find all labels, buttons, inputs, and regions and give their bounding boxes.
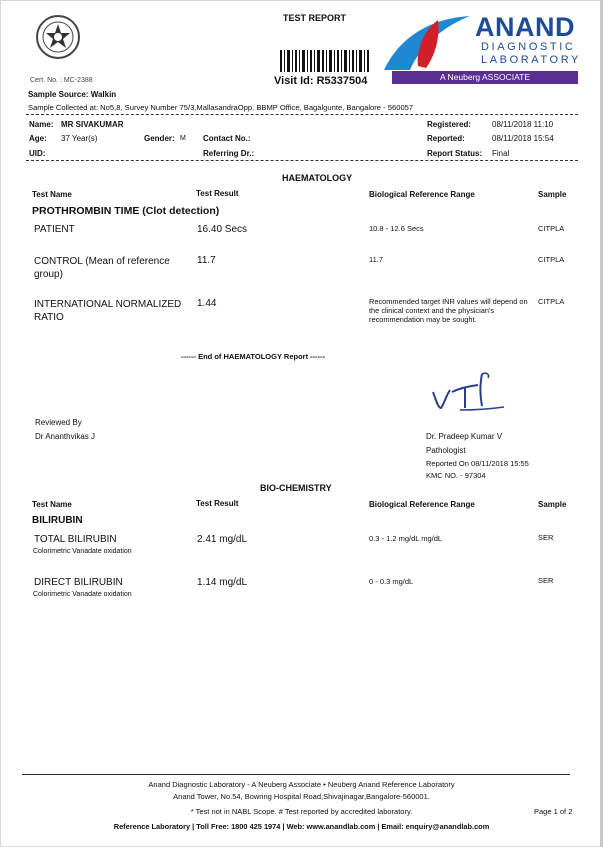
logo-drop-icon [382,14,472,72]
test-name: TOTAL BILIRUBIN [34,534,117,545]
patient-name: MR SIVAKUMAR [61,120,124,129]
age-value: 37 Year(s) [61,134,98,143]
test-method: Colorimetric Vanadate oxidation [33,591,132,598]
test-name: PATIENT [34,224,75,235]
divider [26,160,578,161]
gender-label: Gender: [144,134,175,143]
registered-value: 08/11/2018 11:10 [492,120,554,129]
col-reference-range: Biological Reference Range [369,500,475,509]
sample-source: Sample Source: Walkin [28,90,117,99]
reported-label: Reported: [427,134,465,143]
status-label: Report Status: [427,149,483,158]
footer-divider [22,774,570,775]
barcode [280,50,370,72]
test-name: CONTROL (Mean of reference group) [34,256,170,280]
reference-range: 11.7 [369,255,384,264]
footer-line-2: Anand Tower, No.54, Bowring Hospital Road,Shivajinagar,Bangalore-560001. [173,792,430,801]
test-result: 11.7 [197,255,216,266]
nabl-seal-icon [35,14,81,60]
reference-range: 0.3 - 1.2 mg/dL mg/dL [369,534,443,543]
logo-line-diagnostic: DIAGNOSTIC [481,41,576,53]
anand-logo [382,12,581,86]
sample-type: CITPLA [538,255,565,264]
reference-range: 0 - 0.3 mg/dL [369,577,414,586]
reviewed-by-label: Reviewed By [35,418,82,427]
sample-type: CITPLA [538,297,565,306]
footer-line-1: Anand Diagnostic Laboratory - A Neuberg Associate • Neuberg Anand Reference Laboratory [148,780,455,789]
page-number: Page 1 of 2 [534,807,573,816]
test-name: DIRECT BILIRUBIN [34,577,123,588]
sample-type: SER [538,533,554,542]
reviewer-name: Dr Ananthvikas J [35,432,96,441]
biochemistry-title: BIO-CHEMISTRY [260,483,332,493]
registered-label: Registered: [427,120,472,129]
kmc-number: KMC NO. - 97304 [426,471,486,480]
logo-tagline: A Neuberg ASSOCIATE [392,71,578,84]
uid-label: UID: [29,149,46,158]
sample-type: CITPLA [538,224,565,233]
pathologist-signature [430,370,510,416]
footer-contact-line: Reference Laboratory | Toll Free: 1800 425 1974 | Web: www.anandlab.com | Email: enquiry@anandlab.com [113,822,490,831]
col-test-result: Test Result [196,189,239,198]
col-test-name: Test Name [32,190,72,199]
test-group-title: PROTHROMBIN TIME (Clot detection) [32,205,220,217]
test-result: 1.44 [197,298,217,309]
reported-value: 08/11/2018 15:54 [492,134,554,143]
pathologist-name: Dr. Pradeep Kumar V [426,432,503,441]
reported-on: Reported On 08/11/2018 15:55 [426,459,529,468]
test-result: 2.41 mg/dL [197,534,248,545]
pathologist-role: Pathologist [426,446,466,455]
footer-line-3: * Test not in NABL Scope. # Test reported by accredited laboratory. [190,807,413,816]
logo-line-laboratory: LABORATORY [481,54,581,66]
sample-collected: Sample Collected at: No5,8, Survey Number 75/3,MallasandraOpp. BBMP Office, Bagalgunte, Bangalore - 560057 [28,103,414,112]
col-test-name: Test Name [32,500,72,509]
logo-name: ANAND [475,12,575,42]
report-title: TEST REPORT [283,13,347,23]
name-label: Name: [29,120,54,129]
visit-id: Visit Id: R5337504 [274,75,368,87]
col-reference-range: Biological Reference Range [369,190,475,199]
haematology-title: HAEMATOLOGY [282,173,353,183]
cert-number: Cert. No. : MC-2388 [30,77,93,84]
sample-type: SER [538,576,554,585]
divider [26,114,578,115]
status-value: Final [492,149,510,158]
contact-label: Contact No.: [203,134,251,143]
age-label: Age: [29,134,47,143]
test-method: Colorimetric Vanadate oxidation [33,548,132,555]
test-result: 1.14 mg/dL [197,577,248,588]
test-name: INTERNATIONAL NORMALIZED RATIO [34,299,182,323]
col-sample: Sample [538,190,567,199]
test-result: 16.40 Secs [197,224,248,235]
end-of-report: ------ End of HAEMATOLOGY Report ------ [181,352,326,361]
referring-label: Referring Dr.: [203,149,255,158]
test-group-title: BILIRUBIN [32,515,83,526]
reference-range: 10.8 - 12.6 Secs [369,224,424,233]
gender-value: M [180,135,186,142]
col-sample: Sample [538,500,567,509]
col-test-result: Test Result [196,499,239,508]
reference-range: Recommended target INR values will depend on the clinical context and the physician's recommendation may be sought. [369,297,528,324]
